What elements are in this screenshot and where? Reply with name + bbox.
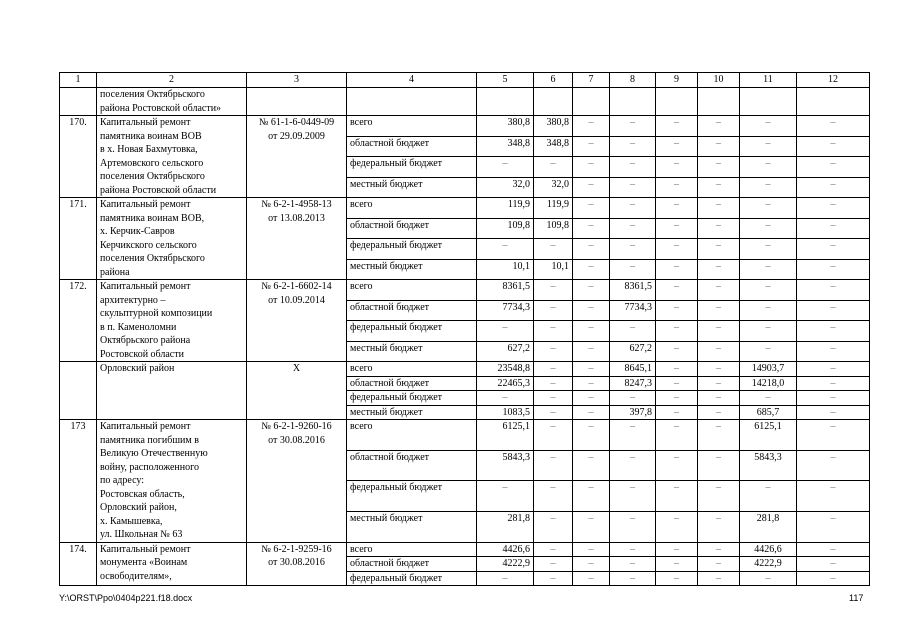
value-cell: – — [656, 362, 698, 377]
value-cell: – — [534, 420, 573, 451]
value-cell: – — [797, 136, 870, 157]
value-cell: – — [797, 405, 870, 420]
header-cell: 6 — [534, 73, 573, 88]
value-cell: – — [740, 481, 797, 512]
value-cell: – — [477, 157, 534, 178]
value-cell: – — [610, 450, 656, 481]
empty-cell — [698, 88, 740, 116]
header-cell: 3 — [247, 73, 347, 88]
value-cell: – — [656, 450, 698, 481]
value-cell: – — [610, 511, 656, 542]
value-cell: – — [534, 280, 573, 301]
value-cell: – — [610, 198, 656, 219]
row-number — [60, 362, 97, 420]
funding-source: всего — [347, 542, 477, 557]
funding-source: местный бюджет — [347, 259, 477, 280]
value-cell: – — [797, 157, 870, 178]
value-cell: – — [698, 321, 740, 342]
value-cell: – — [698, 450, 740, 481]
value-cell: – — [698, 116, 740, 137]
value-cell: – — [797, 239, 870, 260]
value-cell: – — [797, 218, 870, 239]
value-cell: – — [656, 376, 698, 391]
empty-cell — [797, 88, 870, 116]
value-cell: – — [610, 542, 656, 557]
value-cell: 4222,9 — [740, 557, 797, 572]
table-row — [60, 116, 870, 137]
value-cell: – — [477, 571, 534, 586]
empty-cell — [573, 88, 610, 116]
row-description: Капитальный ремонт памятника погибшим в Великую Отечественную войну, расположенного по адресу: Ростовская область, Орловский район, х. Камышевка, ул. Школьная № 63 — [97, 420, 247, 543]
value-cell: – — [477, 391, 534, 406]
funding-source: областной бюджет — [347, 376, 477, 391]
value-cell: 348,8 — [534, 136, 573, 157]
value-cell: – — [534, 481, 573, 512]
value-cell: – — [656, 218, 698, 239]
value-cell: – — [573, 542, 610, 557]
value-cell: – — [534, 300, 573, 321]
value-cell: – — [656, 405, 698, 420]
table-row — [60, 88, 870, 116]
value-cell: – — [656, 116, 698, 137]
value-cell: – — [698, 157, 740, 178]
value-cell: – — [698, 481, 740, 512]
value-cell: – — [610, 321, 656, 342]
value-cell: 109,8 — [477, 218, 534, 239]
value-cell: – — [656, 157, 698, 178]
header-cell: 8 — [610, 73, 656, 88]
row-description: Капитальный ремонт памятника воинам ВОВ в х. Новая Бахмутовка, Артемовского сельского поселения Октябрьского района Ростовской области — [97, 116, 247, 198]
value-cell: – — [740, 571, 797, 586]
funding-source: федеральный бюджет — [347, 481, 477, 512]
value-cell: – — [477, 321, 534, 342]
value-cell: – — [573, 557, 610, 572]
value-cell: – — [656, 239, 698, 260]
value-cell: – — [656, 391, 698, 406]
value-cell: 14218,0 — [740, 376, 797, 391]
value-cell: – — [656, 259, 698, 280]
row-description: Капитальный ремонт памятника воинам ВОВ, х. Керчик-Савров Керчикского сельского поселения Октябрьского района — [97, 198, 247, 280]
value-cell: 109,8 — [534, 218, 573, 239]
funding-source: федеральный бюджет — [347, 157, 477, 178]
value-cell: 119,9 — [477, 198, 534, 219]
value-cell: – — [573, 239, 610, 260]
value-cell: – — [740, 218, 797, 239]
row-description: поселения Октябрьского района Ростовской области» — [97, 88, 247, 116]
value-cell: – — [610, 391, 656, 406]
value-cell: 6125,1 — [740, 420, 797, 451]
value-cell: 397,8 — [610, 405, 656, 420]
value-cell: – — [573, 341, 610, 362]
value-cell: – — [797, 116, 870, 137]
value-cell: – — [797, 481, 870, 512]
funding-source: всего — [347, 420, 477, 451]
value-cell: – — [740, 391, 797, 406]
value-cell: – — [656, 198, 698, 219]
header-cell: 9 — [656, 73, 698, 88]
value-cell: – — [610, 157, 656, 178]
value-cell: – — [656, 280, 698, 301]
value-cell: – — [797, 198, 870, 219]
row-document: № 6-2-1-4958-13 от 13.08.2013 — [247, 198, 347, 280]
value-cell: – — [656, 136, 698, 157]
empty-cell — [477, 88, 534, 116]
value-cell: – — [797, 259, 870, 280]
value-cell: 380,8 — [477, 116, 534, 137]
value-cell: – — [656, 542, 698, 557]
value-cell: – — [740, 198, 797, 219]
funding-source: областной бюджет — [347, 136, 477, 157]
value-cell: – — [573, 280, 610, 301]
header-cell: 12 — [797, 73, 870, 88]
value-cell: – — [573, 136, 610, 157]
value-cell: – — [698, 280, 740, 301]
empty-cell — [534, 88, 573, 116]
value-cell: – — [698, 391, 740, 406]
funding-source: всего — [347, 280, 477, 301]
value-cell: – — [573, 259, 610, 280]
funding-source: областной бюджет — [347, 557, 477, 572]
value-cell: – — [797, 557, 870, 572]
header-cell: 10 — [698, 73, 740, 88]
row-document — [247, 88, 347, 116]
value-cell: – — [797, 177, 870, 198]
value-cell: – — [797, 362, 870, 377]
value-cell: – — [610, 557, 656, 572]
value-cell: – — [698, 376, 740, 391]
value-cell: – — [573, 300, 610, 321]
value-cell: – — [656, 557, 698, 572]
empty-cell — [740, 88, 797, 116]
value-cell: – — [740, 280, 797, 301]
value-cell: – — [534, 391, 573, 406]
value-cell: 281,8 — [477, 511, 534, 542]
value-cell: – — [797, 280, 870, 301]
table-row — [60, 280, 870, 301]
value-cell: – — [698, 259, 740, 280]
value-cell: 8645,1 — [610, 362, 656, 377]
value-cell: – — [573, 362, 610, 377]
value-cell: – — [797, 450, 870, 481]
value-cell: – — [698, 405, 740, 420]
footer-page-number: 117 — [849, 593, 864, 603]
table-row — [60, 542, 870, 557]
value-cell: – — [656, 571, 698, 586]
value-cell: – — [610, 239, 656, 260]
value-cell: – — [610, 259, 656, 280]
value-cell: – — [698, 420, 740, 451]
value-cell: 8361,5 — [610, 280, 656, 301]
value-cell: – — [740, 157, 797, 178]
empty-cell — [656, 88, 698, 116]
row-number: 173 — [60, 420, 97, 543]
value-cell: – — [573, 481, 610, 512]
table-body — [60, 73, 870, 586]
value-cell: – — [573, 511, 610, 542]
value-cell: – — [610, 177, 656, 198]
value-cell: – — [573, 218, 610, 239]
value-cell: – — [573, 116, 610, 137]
funding-source: всего — [347, 362, 477, 377]
value-cell: – — [740, 259, 797, 280]
value-cell: – — [656, 300, 698, 321]
header-cell: 5 — [477, 73, 534, 88]
table-row — [60, 198, 870, 219]
value-cell: – — [698, 542, 740, 557]
value-cell: – — [698, 511, 740, 542]
empty-cell — [610, 88, 656, 116]
funding-source: всего — [347, 116, 477, 137]
value-cell: – — [573, 420, 610, 451]
value-cell: 1083,5 — [477, 405, 534, 420]
value-cell: – — [698, 341, 740, 362]
value-cell: – — [610, 218, 656, 239]
value-cell: – — [610, 420, 656, 451]
value-cell: 22465,3 — [477, 376, 534, 391]
row-number: 171. — [60, 198, 97, 280]
row-document: № 6-2-1-9259-16 от 30.08.2016 — [247, 542, 347, 586]
value-cell: 8361,5 — [477, 280, 534, 301]
value-cell: – — [534, 405, 573, 420]
value-cell: – — [698, 571, 740, 586]
header-cell: 1 — [60, 73, 97, 88]
value-cell: – — [610, 571, 656, 586]
funding-source: федеральный бюджет — [347, 239, 477, 260]
value-cell: – — [573, 571, 610, 586]
value-cell: 7734,3 — [477, 300, 534, 321]
row-number: 174. — [60, 542, 97, 586]
value-cell: 10,1 — [534, 259, 573, 280]
funding-source: федеральный бюджет — [347, 321, 477, 342]
value-cell: 5843,3 — [477, 450, 534, 481]
value-cell: – — [698, 362, 740, 377]
funding-source: федеральный бюджет — [347, 571, 477, 586]
value-cell: – — [797, 300, 870, 321]
value-cell: – — [740, 136, 797, 157]
funding-source: местный бюджет — [347, 511, 477, 542]
value-cell: 627,2 — [610, 341, 656, 362]
value-cell: – — [797, 391, 870, 406]
value-cell: – — [534, 362, 573, 377]
header-cell: 2 — [97, 73, 247, 88]
value-cell: – — [534, 341, 573, 362]
row-description: Капитальный ремонт архитектурно – скульптурной композиции в п. Каменоломни Октябрьского района Ростовской области — [97, 280, 247, 362]
funding-source: областной бюджет — [347, 450, 477, 481]
value-cell: – — [477, 239, 534, 260]
value-cell: – — [698, 177, 740, 198]
value-cell: – — [477, 481, 534, 512]
row-number — [60, 88, 97, 116]
value-cell: 4426,6 — [740, 542, 797, 557]
value-cell: – — [698, 557, 740, 572]
table-row — [60, 362, 870, 377]
row-number: 172. — [60, 280, 97, 362]
value-cell: – — [534, 321, 573, 342]
value-cell: 119,9 — [534, 198, 573, 219]
value-cell: – — [573, 157, 610, 178]
value-cell: 7734,3 — [610, 300, 656, 321]
value-cell: – — [698, 218, 740, 239]
value-cell: – — [573, 321, 610, 342]
value-cell: 281,8 — [740, 511, 797, 542]
value-cell: – — [698, 239, 740, 260]
value-cell: 380,8 — [534, 116, 573, 137]
value-cell: – — [534, 239, 573, 260]
value-cell: – — [698, 198, 740, 219]
row-document: Х — [247, 362, 347, 420]
budget-table — [59, 72, 870, 586]
value-cell: – — [797, 542, 870, 557]
value-cell: 5843,3 — [740, 450, 797, 481]
value-cell: – — [740, 321, 797, 342]
value-cell: – — [573, 177, 610, 198]
value-cell: 4222,9 — [477, 557, 534, 572]
value-cell: – — [656, 420, 698, 451]
value-cell: 685,7 — [740, 405, 797, 420]
value-cell: – — [534, 571, 573, 586]
value-cell: 32,0 — [477, 177, 534, 198]
row-document: № 6-2-1-9260-16 от 30.08.2016 — [247, 420, 347, 543]
value-cell: – — [534, 376, 573, 391]
value-cell: – — [656, 481, 698, 512]
value-cell: – — [698, 300, 740, 321]
value-cell: 23548,8 — [477, 362, 534, 377]
funding-source: местный бюджет — [347, 405, 477, 420]
row-document: № 61-1-6-0449-09 от 29.09.2009 — [247, 116, 347, 198]
value-cell: – — [534, 450, 573, 481]
value-cell: – — [797, 420, 870, 451]
value-cell: – — [573, 405, 610, 420]
funding-source: местный бюджет — [347, 341, 477, 362]
value-cell: 10,1 — [477, 259, 534, 280]
value-cell: – — [740, 300, 797, 321]
funding-source: всего — [347, 198, 477, 219]
value-cell: – — [740, 341, 797, 362]
value-cell: – — [534, 542, 573, 557]
header-row — [60, 73, 870, 88]
value-cell: – — [656, 511, 698, 542]
value-cell: – — [573, 450, 610, 481]
value-cell: 627,2 — [477, 341, 534, 362]
value-cell: – — [610, 116, 656, 137]
value-cell: – — [610, 136, 656, 157]
header-cell: 11 — [740, 73, 797, 88]
value-cell: – — [797, 341, 870, 362]
funding-source: областной бюджет — [347, 218, 477, 239]
value-cell: – — [573, 391, 610, 406]
value-cell: – — [740, 239, 797, 260]
value-cell: 8247,3 — [610, 376, 656, 391]
value-cell: – — [797, 511, 870, 542]
value-cell: – — [797, 321, 870, 342]
empty-cell — [347, 88, 477, 116]
value-cell: 4426,6 — [477, 542, 534, 557]
value-cell: – — [656, 341, 698, 362]
value-cell: 348,8 — [477, 136, 534, 157]
value-cell: 14903,7 — [740, 362, 797, 377]
value-cell: – — [534, 557, 573, 572]
value-cell: – — [534, 511, 573, 542]
row-description: Орловский район — [97, 362, 247, 420]
funding-source: областной бюджет — [347, 300, 477, 321]
value-cell: 6125,1 — [477, 420, 534, 451]
funding-source: местный бюджет — [347, 177, 477, 198]
header-cell: 4 — [347, 73, 477, 88]
row-document: № 6-2-1-6602-14 от 10.09.2014 — [247, 280, 347, 362]
value-cell: – — [698, 136, 740, 157]
value-cell: – — [740, 177, 797, 198]
value-cell: – — [610, 481, 656, 512]
value-cell: – — [797, 376, 870, 391]
value-cell: – — [656, 177, 698, 198]
footer-file-path: Y:\ORST\Ppo\0404p221.f18.docx — [59, 593, 193, 603]
value-cell: – — [740, 116, 797, 137]
value-cell: – — [656, 321, 698, 342]
value-cell: – — [573, 198, 610, 219]
value-cell: – — [534, 157, 573, 178]
header-cell: 7 — [573, 73, 610, 88]
value-cell: – — [573, 376, 610, 391]
table-row — [60, 420, 870, 451]
value-cell: – — [797, 571, 870, 586]
funding-source: федеральный бюджет — [347, 391, 477, 406]
value-cell: 32,0 — [534, 177, 573, 198]
row-description: Капитальный ремонт монумента «Воинам освободителям», — [97, 542, 247, 586]
row-number: 170. — [60, 116, 97, 198]
